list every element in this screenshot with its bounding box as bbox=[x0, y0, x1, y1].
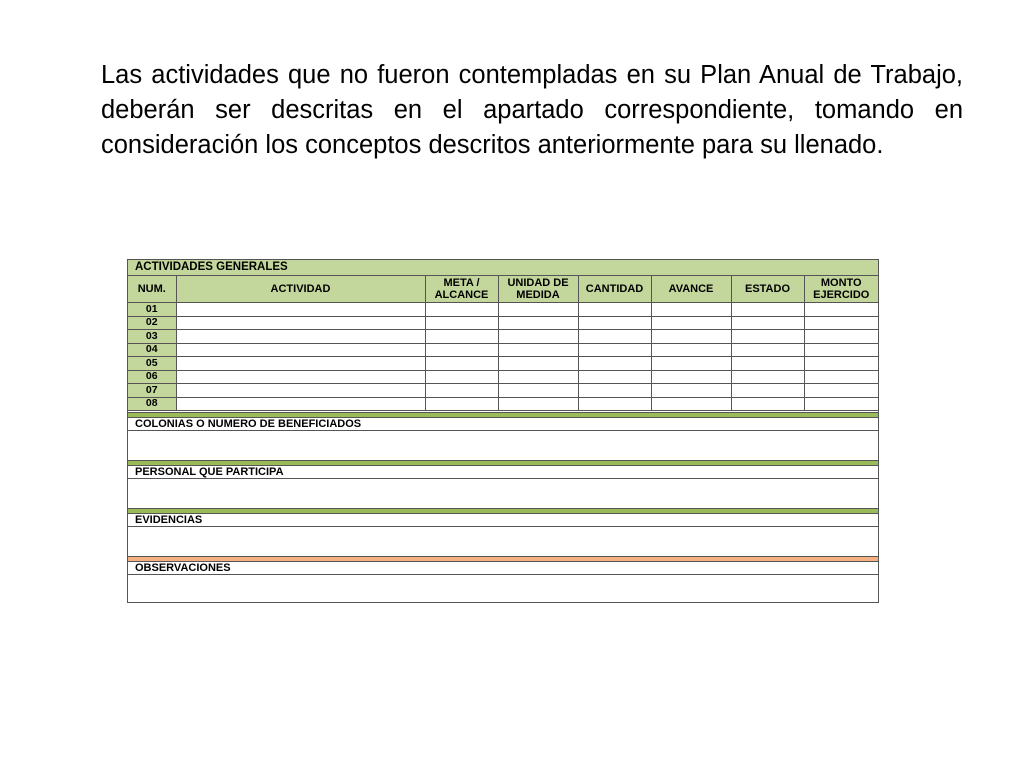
col-header-cantidad: CANTIDAD bbox=[578, 276, 651, 303]
cell-unidad[interactable] bbox=[498, 384, 578, 398]
cell-avance[interactable] bbox=[651, 330, 731, 344]
cell-estado[interactable] bbox=[731, 303, 804, 317]
section-label-colonias: COLONIAS O NUMERO DE BENEFICIADOS bbox=[128, 417, 878, 431]
cell-monto[interactable] bbox=[804, 343, 878, 357]
row-number: 08 bbox=[128, 397, 176, 411]
table-row bbox=[128, 316, 878, 330]
activities-table bbox=[128, 276, 878, 411]
cell-estado[interactable] bbox=[731, 384, 804, 398]
row-number: 03 bbox=[128, 330, 176, 344]
section-label-observaciones: OBSERVACIONES bbox=[128, 561, 878, 575]
cell-avance[interactable] bbox=[651, 397, 731, 411]
cell-actividad[interactable] bbox=[176, 357, 425, 371]
cell-actividad[interactable] bbox=[176, 316, 425, 330]
cell-estado[interactable] bbox=[731, 316, 804, 330]
col-header-num: NUM. bbox=[128, 276, 176, 303]
cell-actividad[interactable] bbox=[176, 384, 425, 398]
cell-cantidad[interactable] bbox=[578, 343, 651, 357]
cell-cantidad[interactable] bbox=[578, 384, 651, 398]
table-row bbox=[128, 357, 878, 371]
cell-estado[interactable] bbox=[731, 343, 804, 357]
cell-monto[interactable] bbox=[804, 357, 878, 371]
cell-meta[interactable] bbox=[425, 303, 498, 317]
cell-avance[interactable] bbox=[651, 357, 731, 371]
cell-actividad[interactable] bbox=[176, 303, 425, 317]
row-number: 04 bbox=[128, 343, 176, 357]
cell-unidad[interactable] bbox=[498, 303, 578, 317]
cell-estado[interactable] bbox=[731, 370, 804, 384]
cell-unidad[interactable] bbox=[498, 370, 578, 384]
activities-form bbox=[127, 259, 879, 603]
intro-paragraph: Las actividades que no fueron contempladas en su Plan Anual de Trabajo, deberán ser descritas en el apartado correspondiente, tomando en consideración los conceptos descritos anteriormente para su llenado. bbox=[101, 61, 963, 159]
section-observaciones bbox=[128, 556, 878, 601]
cell-cantidad[interactable] bbox=[578, 357, 651, 371]
cell-meta[interactable] bbox=[425, 384, 498, 398]
colonias-field[interactable] bbox=[128, 431, 878, 457]
cell-unidad[interactable] bbox=[498, 316, 578, 330]
col-header-unidad bbox=[498, 276, 578, 303]
table-row bbox=[128, 384, 878, 398]
col-header-monto bbox=[804, 276, 878, 303]
col-header-meta-line1: META / bbox=[443, 277, 480, 289]
cell-monto[interactable] bbox=[804, 303, 878, 317]
col-header-unidad-line2: MEDIDA bbox=[516, 289, 560, 301]
cell-meta[interactable] bbox=[425, 357, 498, 371]
section-evidencias bbox=[128, 508, 878, 553]
cell-monto[interactable] bbox=[804, 370, 878, 384]
cell-actividad[interactable] bbox=[176, 343, 425, 357]
cell-unidad[interactable] bbox=[498, 343, 578, 357]
cell-meta[interactable] bbox=[425, 370, 498, 384]
row-number: 02 bbox=[128, 316, 176, 330]
section-personal bbox=[128, 460, 878, 505]
row-number: 07 bbox=[128, 384, 176, 398]
table-body bbox=[128, 303, 878, 411]
personal-field[interactable] bbox=[128, 479, 878, 505]
cell-meta[interactable] bbox=[425, 330, 498, 344]
section-colonias bbox=[128, 412, 878, 457]
cell-estado[interactable] bbox=[731, 357, 804, 371]
cell-actividad[interactable] bbox=[176, 370, 425, 384]
row-number: 05 bbox=[128, 357, 176, 371]
col-header-meta-line2: ALCANCE bbox=[434, 289, 489, 301]
observaciones-field[interactable] bbox=[128, 575, 878, 601]
table-row bbox=[128, 397, 878, 411]
cell-avance[interactable] bbox=[651, 384, 731, 398]
col-header-unidad-line1: UNIDAD DE bbox=[507, 277, 569, 289]
col-header-monto-line1: MONTO bbox=[820, 277, 862, 289]
cell-unidad[interactable] bbox=[498, 397, 578, 411]
cell-avance[interactable] bbox=[651, 303, 731, 317]
cell-meta[interactable] bbox=[425, 343, 498, 357]
col-header-meta bbox=[425, 276, 498, 303]
cell-monto[interactable] bbox=[804, 397, 878, 411]
cell-avance[interactable] bbox=[651, 343, 731, 357]
form-title: ACTIVIDADES GENERALES bbox=[128, 260, 878, 276]
row-number: 01 bbox=[128, 303, 176, 317]
table-row bbox=[128, 303, 878, 317]
col-header-avance: AVANCE bbox=[651, 276, 731, 303]
table-header-row bbox=[128, 276, 878, 303]
cell-meta[interactable] bbox=[425, 316, 498, 330]
col-header-estado: ESTADO bbox=[731, 276, 804, 303]
cell-actividad[interactable] bbox=[176, 330, 425, 344]
cell-cantidad[interactable] bbox=[578, 397, 651, 411]
section-label-personal: PERSONAL QUE PARTICIPA bbox=[128, 465, 878, 479]
cell-estado[interactable] bbox=[731, 397, 804, 411]
cell-unidad[interactable] bbox=[498, 330, 578, 344]
evidencias-field[interactable] bbox=[128, 527, 878, 553]
cell-monto[interactable] bbox=[804, 316, 878, 330]
section-label-evidencias: EVIDENCIAS bbox=[128, 513, 878, 527]
row-number: 06 bbox=[128, 370, 176, 384]
col-header-actividad: ACTIVIDAD bbox=[176, 276, 425, 303]
cell-avance[interactable] bbox=[651, 316, 731, 330]
cell-cantidad[interactable] bbox=[578, 316, 651, 330]
cell-actividad[interactable] bbox=[176, 397, 425, 411]
cell-cantidad[interactable] bbox=[578, 303, 651, 317]
cell-monto[interactable] bbox=[804, 330, 878, 344]
cell-cantidad[interactable] bbox=[578, 370, 651, 384]
cell-avance[interactable] bbox=[651, 370, 731, 384]
table-row bbox=[128, 370, 878, 384]
table-row bbox=[128, 343, 878, 357]
col-header-monto-line2: EJERCIDO bbox=[813, 289, 870, 301]
cell-estado[interactable] bbox=[731, 330, 804, 344]
cell-unidad[interactable] bbox=[498, 357, 578, 371]
table-row bbox=[128, 330, 878, 344]
cell-meta[interactable] bbox=[425, 397, 498, 411]
cell-monto[interactable] bbox=[804, 384, 878, 398]
cell-cantidad[interactable] bbox=[578, 330, 651, 344]
